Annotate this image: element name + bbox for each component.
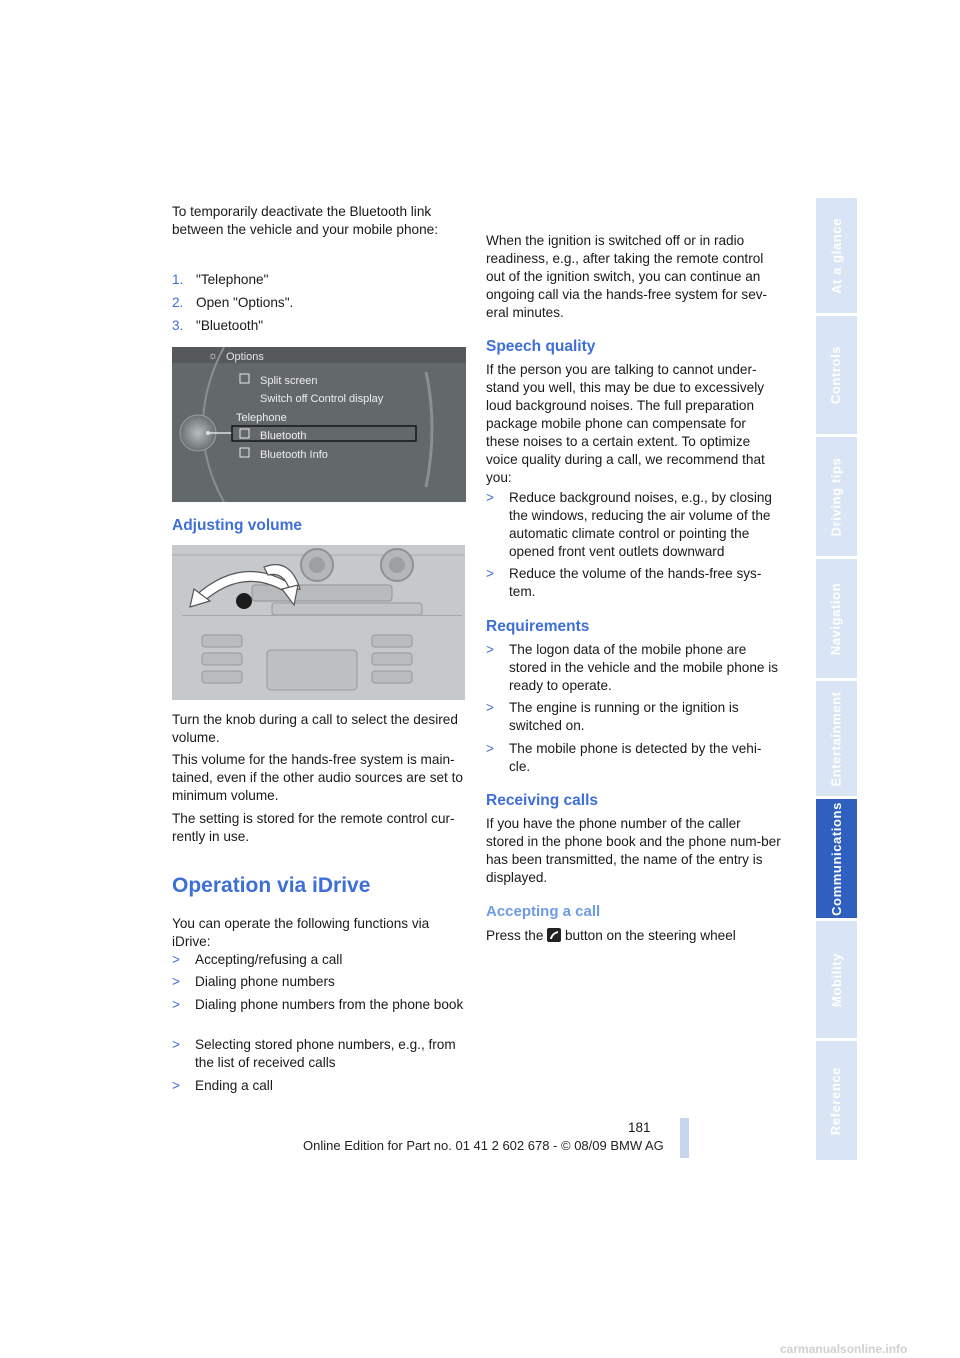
list-item (486, 699, 781, 735)
list-item-text: Ending a call (195, 1078, 273, 1093)
tab-label: At a glance (828, 217, 844, 294)
accepting-pre: Press the (486, 928, 544, 943)
bullet-marker: > (172, 1037, 180, 1052)
step-text: "Telephone" (196, 272, 269, 287)
list-item-text: The logon data of the mobile phone are stored in the vehicle and the mobile phone is ready to operate. (509, 642, 779, 693)
tab-mobility[interactable] (816, 921, 857, 1038)
tab-label: Entertainment (828, 690, 844, 787)
adjusting-para-2: This volume for the hands-free system is main-tained, even if the other audio sources are set to minimum volume. (172, 752, 463, 803)
intro-text: To temporarily deactivate the Bluetooth link between the vehicle and your mobile phone: (172, 204, 439, 237)
list-item-text: The mobile phone is detected by the vehi-cle. (509, 741, 762, 774)
speech-para: If the person you are talking to cannot under-stand you well, this may be due to excessively loud background noises. The full preparation package mobile phone can compensate for these noises to a certain extent. To optimize voice quality during a call, we recommend that you: (486, 362, 765, 485)
tab-controls[interactable] (816, 316, 857, 434)
section-tabs (816, 198, 857, 1160)
list-item-text: Dialing phone numbers (195, 974, 335, 989)
step-number: 1. (172, 272, 184, 287)
bullet-marker: > (486, 642, 494, 657)
screen-item-switch-off: Switch off Control display (260, 393, 384, 405)
accepting-call-heading: Accepting a call (486, 903, 601, 920)
idrive-intro: You can operate the following functions via iDrive: (172, 916, 430, 949)
bullet-marker: > (486, 700, 494, 715)
console-knob-image (172, 545, 465, 700)
tab-label: Controls (828, 345, 844, 405)
bullet-marker: > (486, 490, 494, 505)
screen-item-telephone: Telephone (236, 412, 287, 424)
adjusting-para-3: The setting is stored for the remote control cur-rently in use. (172, 811, 455, 844)
page-marker-bar (680, 1118, 689, 1158)
list-item (172, 973, 467, 991)
bullet-marker: > (172, 997, 180, 1012)
list-item-text: Accepting/refusing a call (195, 952, 343, 967)
tab-at-a-glance[interactable] (816, 198, 857, 313)
accepting-para (486, 927, 781, 945)
bullet-marker: > (486, 741, 494, 756)
list-item-text: Dialing phone numbers from the phone book (195, 997, 464, 1012)
bullet-marker: > (172, 974, 180, 989)
operation-idrive-heading: Operation via iDrive (172, 874, 371, 897)
list-item (172, 951, 467, 969)
bullet-marker: > (172, 1078, 180, 1093)
options-screen-art (172, 347, 466, 502)
tab-label: Navigation (828, 582, 844, 655)
step-text: Open "Options". (196, 295, 294, 310)
screen-item-split: Split screen (260, 375, 318, 387)
screen-item-bluetooth-info: Bluetooth Info (260, 449, 328, 461)
requirements-heading: Requirements (486, 618, 590, 635)
ignition-para: When the ignition is switched off or in radio readiness, e.g., after taking the remote control out of the ignition switch, you can continue an ongoing call via the hands-free system for sev-eral minutes. (486, 233, 768, 320)
step-number: 2. (172, 295, 184, 310)
screen-header: Options (226, 351, 264, 363)
tab-label: Driving tips (828, 457, 844, 536)
bullet-marker: > (486, 566, 494, 581)
list-item (486, 641, 781, 695)
speech-quality-heading: Speech quality (486, 338, 596, 355)
footer-text: Online Edition for Part no. 01 41 2 602 678 - © 08/09 BMW AG (303, 1138, 664, 1153)
console-art (172, 545, 465, 700)
svg-text:☼: ☼ (208, 350, 219, 362)
page-number: 181 (628, 1120, 651, 1135)
list-item-text: Reduce background noises, e.g., by closing the windows, reducing the air volume of the automatic climate control or pointing the opened front vent outlets downward (509, 490, 772, 559)
list-item (486, 740, 781, 776)
step-text: "Bluetooth" (196, 318, 264, 333)
step-1 (172, 271, 268, 289)
tab-driving-tips[interactable] (816, 437, 857, 556)
list-item-text: The engine is running or the ignition is switched on. (509, 700, 739, 733)
list-item-text: Selecting stored phone numbers, e.g., from the list of received calls (195, 1037, 456, 1070)
step-2 (172, 294, 293, 312)
receiving-para: If you have the phone number of the caller stored in the phone book and the phone num-ber has been transmitted, the name of the entry is displayed. (486, 816, 781, 885)
step-3 (172, 317, 263, 335)
receiving-calls-heading: Receiving calls (486, 792, 599, 809)
list-item-text: Reduce the volume of the hands-free sys-tem. (509, 566, 762, 599)
step-number: 3. (172, 318, 184, 333)
list-item (172, 1036, 467, 1072)
list-item (486, 565, 781, 601)
tab-label: Communications (828, 801, 844, 916)
tab-label: Mobility (828, 952, 844, 1007)
tab-entertainment[interactable] (816, 681, 857, 796)
phone-button-icon (547, 928, 561, 942)
adjusting-para-1: Turn the knob during a call to select the desired volume. (172, 712, 458, 745)
bullet-marker: > (172, 952, 180, 967)
options-screen-image (172, 347, 466, 502)
screen-item-bluetooth: Bluetooth (260, 430, 307, 442)
watermark: carmanualsonline.info (780, 1342, 908, 1356)
tab-label: Reference (828, 1066, 844, 1135)
accepting-post: button on the steering wheel (564, 928, 736, 943)
tab-reference[interactable] (816, 1041, 857, 1160)
list-item (172, 996, 467, 1014)
tab-communications[interactable] (816, 799, 857, 918)
list-item (486, 489, 781, 561)
list-item (172, 1077, 467, 1095)
tab-navigation[interactable] (816, 559, 857, 678)
adjusting-volume-heading: Adjusting volume (172, 517, 303, 534)
